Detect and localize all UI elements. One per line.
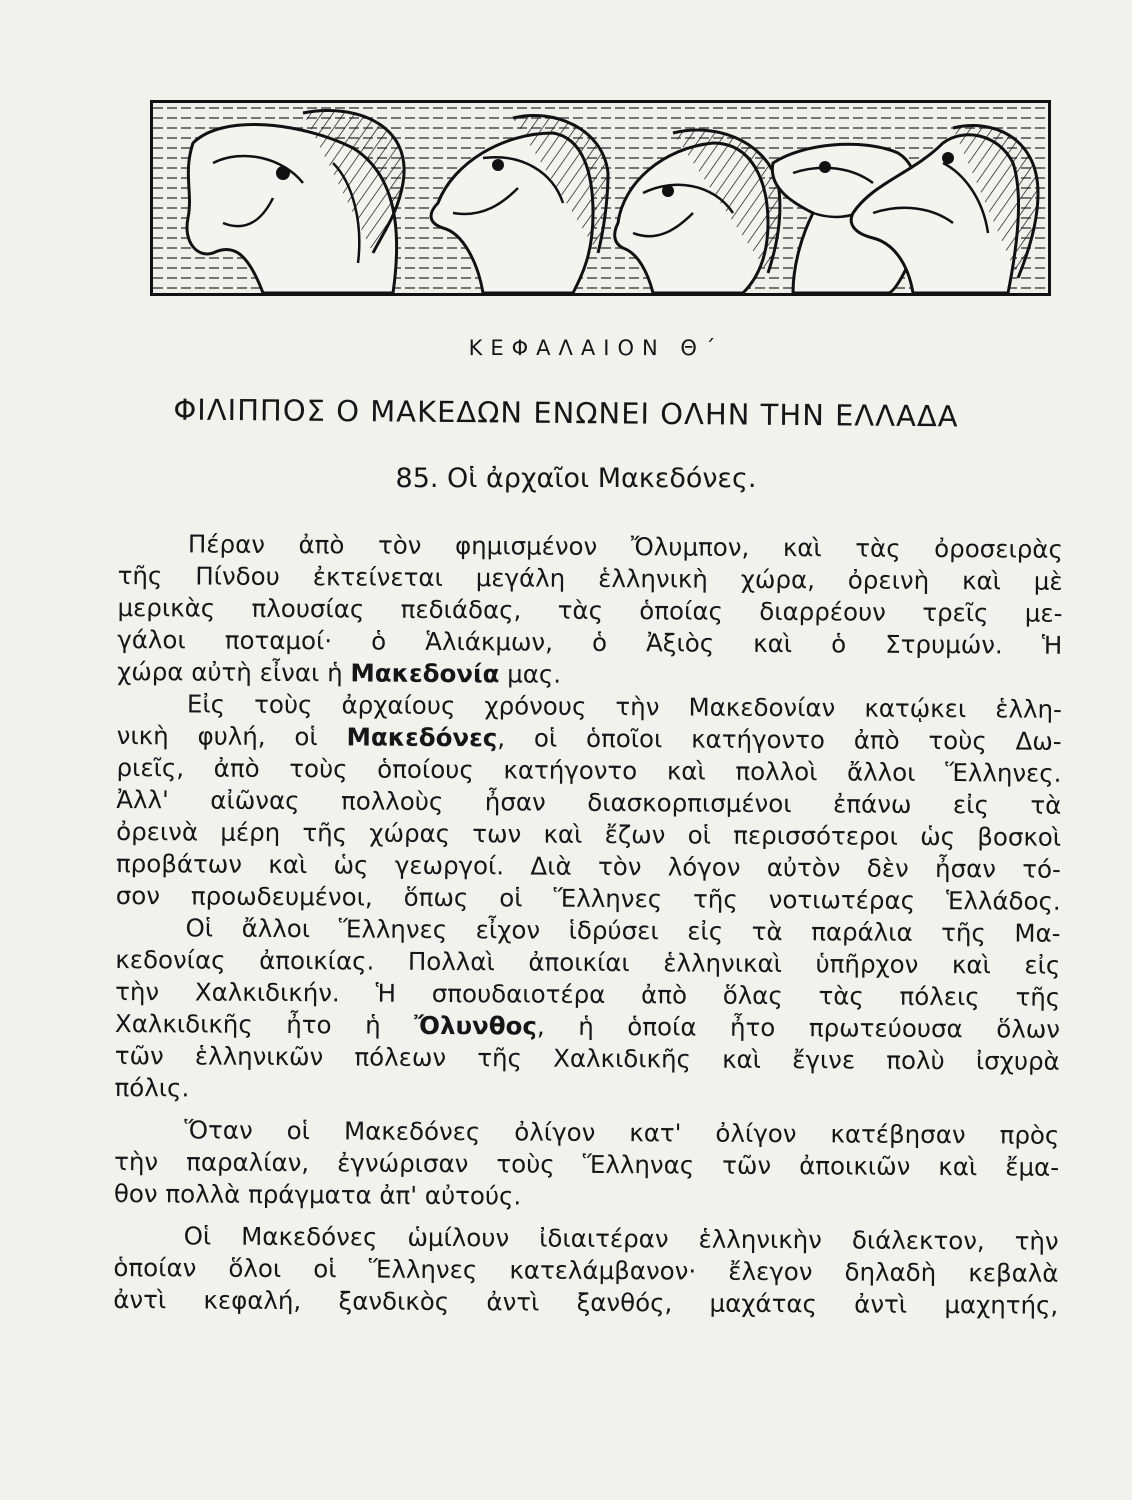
- frieze-drawing: [153, 103, 1048, 293]
- text-line: Πέραν ἀπὸ τὸν φημισμένον Ὄλυμπον, καὶ τὰς ὀροσειρὰς: [187, 529, 1063, 564]
- paragraph-1: [117, 528, 1063, 694]
- chapter-title: ΦΙΛΙΠΠΟΣ Ο ΜΑΚΕΔΩΝ ΕΝΩΝΕΙ ΟΛΗΝ ΤΗΝ ΕΛΛΑΔΑ: [173, 392, 959, 434]
- text-line: τὴν Χαλκιδικήν. Ἡ σπουδαιοτέρα ἀπὸ ὅλας τὰς πόλεις τῆς: [115, 976, 1061, 1012]
- body-text: [113, 528, 1063, 1322]
- text-line: τὴν παραλίαν, ἐγνώρισαν τοὺς Ἕλληνας τῶν ἀποικιῶν καὶ ἔμα-: [114, 1146, 1060, 1182]
- text-segment: , ἡ ὁποία ἦτο πρωτεύουσα ὅλων: [536, 1011, 1061, 1044]
- text-line: Οἱ ἄλλοι Ἕλληνες εἶχον ἱδρύσει εἰς τὰ παράλια τῆς Μα-: [185, 913, 1061, 948]
- section-heading: 85. Οἱ ἀρχαῖοι Μακεδόνες.: [395, 463, 757, 494]
- text-segment: Χαλκιδικῆς ἦτο ἡ: [114, 1008, 415, 1040]
- text-line: Ὅταν οἱ Μακεδόνες ὀλίγον κατ' ὀλίγον κατέβησαν πρὸς: [184, 1115, 1060, 1150]
- text-line: τῆς Πίνδου ἐκτείνεται μεγάλη ἑλληνικὴ χώρα, ὀρεινὴ καὶ μὲ: [117, 560, 1063, 596]
- bold-term-makedones: Μακεδόνες: [346, 722, 498, 753]
- text-line: μερικὰς πλουσίας πεδιάδας, τὰς ὁποίας διαρρέουν τρεῖς με-: [117, 592, 1063, 628]
- text-line: Οἱ Μακεδόνες ὡμίλουν ἰδιαιτέραν ἑλληνικὴν διάλεκτον, τὴν: [183, 1221, 1059, 1256]
- bold-term-olynthos: Ὄλυνθος: [414, 1010, 538, 1041]
- text-line: τῶν ἑλληνικῶν πόλεων τῆς Χαλκιδικῆς καὶ ἔγινε πολὺ ἰσχυρὰ: [114, 1040, 1060, 1076]
- text-line: προβάτων καὶ ὡς γεωργοί. Διὰ τὸν λόγον αὐτὸν δὲν ἦσαν τό-: [115, 848, 1062, 884]
- text-line: γάλοι ποταμοί· ὁ Ἁλιάκμων, ὁ Ἀξιὸς καὶ ὁ Στρυμών. Ἡ: [117, 624, 1063, 660]
- text-line: πόλις.: [114, 1072, 190, 1103]
- bold-term-makedonia: Μακεδονία: [350, 658, 500, 689]
- text-line: ὀρεινὰ μέρη τῆς χώρας των καὶ ἔζων οἱ περισσότεροι ὡς βοσκοὶ: [116, 816, 1062, 852]
- text-line: ριεῖς, ἀπὸ τοὺς ὁποίους κατήγοντο καὶ πολλοὶ ἄλλοι Ἕλληνες.: [116, 752, 1062, 788]
- text-line: Ἀλλ' αἰῶνας πολλοὺς ἦσαν διασκορπισμένοι ἐπάνω εἰς τὰ: [116, 784, 1062, 820]
- text-line: Εἰς τοὺς ἀρχαίους χρόνους τὴν Μακεδονίαν κατῴκει ἑλλη-: [186, 689, 1062, 724]
- text-line: θον πολλὰ πράγματα ἀπ' αὐτούς.: [113, 1178, 522, 1211]
- text-segment: μας.: [499, 659, 562, 689]
- paragraph-3: [114, 912, 1060, 1110]
- horses-frieze-icon: [150, 100, 1051, 296]
- text-line: σον προωδευμένοι, ὅπως οἱ Ἕλληνες τῆς νοτιωτέρας Ἑλλάδος.: [115, 880, 1061, 916]
- text-line: κεδονίας ἀποικίας. Πολλαὶ ἀποικίαι ἑλληνικαὶ ὑπῆρχον καὶ εἰς: [115, 944, 1061, 980]
- text-segment: νικὴ φυλή, οἱ: [116, 720, 347, 752]
- text-line: ὁποίαν ὅλοι οἱ Ἕλληνες κατελάμβανον· ἔλεγον δηλαδὴ κεβαλὰ: [113, 1252, 1059, 1288]
- text-segment: χώρα αὐτὴ εἶναι ἡ: [117, 656, 351, 688]
- text-line: ἀντὶ κεφαλή, ξανδικὸς ἀντὶ ξανθός, μαχάτας ἀντὶ μαχητής,: [113, 1284, 1059, 1320]
- paragraph-5: [113, 1220, 1059, 1322]
- chapter-label: ΚΕΦΑΛΑΙΟΝ Θ΄: [468, 336, 724, 360]
- paragraph-2: [116, 688, 1062, 918]
- text-segment: , οἱ ὁποῖοι κατήγοντο ἀπὸ τοὺς Δω-: [497, 723, 1062, 756]
- paragraph-4: [114, 1114, 1060, 1216]
